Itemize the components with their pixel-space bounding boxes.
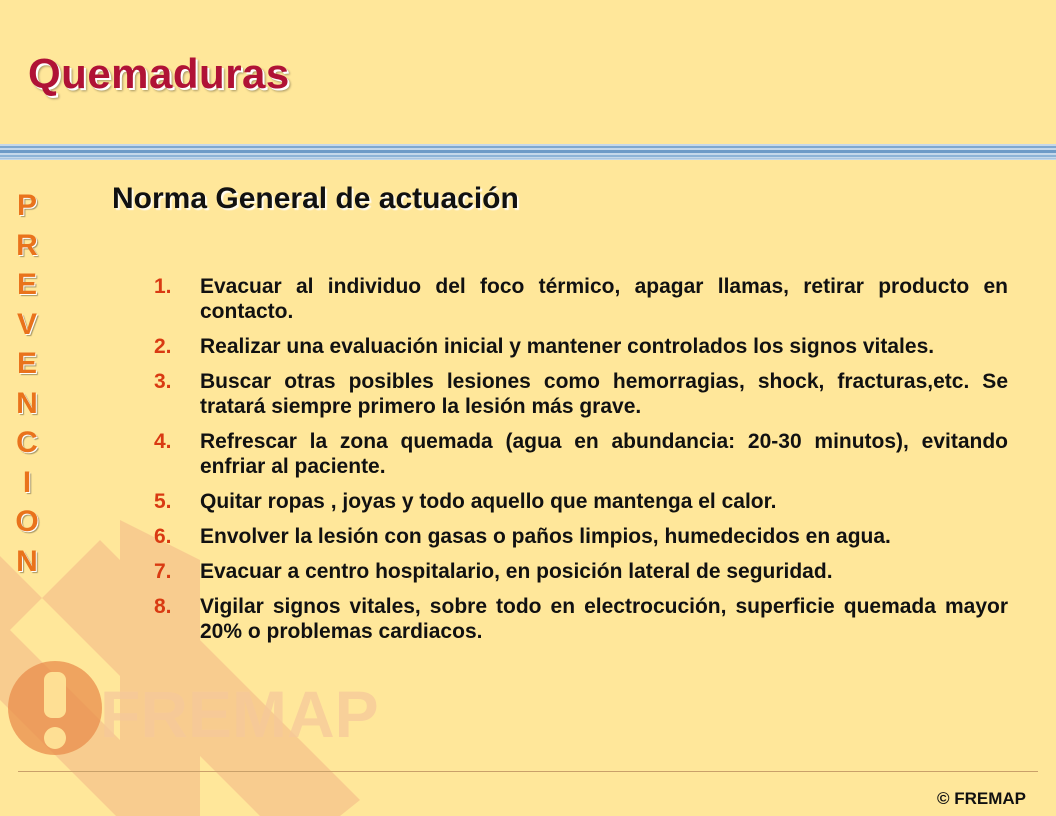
step-text: Quitar ropas , joyas y todo aquello que mantenga el calor. [200, 490, 777, 513]
section-subtitle: Norma General de actuación [112, 182, 519, 215]
side-letter: E [16, 268, 37, 301]
list-item [154, 369, 1008, 419]
watermark-brand-text: FREMAP [100, 677, 379, 751]
list-item [154, 429, 1008, 479]
side-letter: N [16, 386, 38, 420]
footer-divider [18, 771, 1038, 772]
side-letter: I [22, 465, 32, 499]
slide-title: Quemaduras [28, 50, 290, 97]
step-number: 6. [154, 525, 172, 548]
step-text: Envolver la lesión con gasas o paños limpios, humedecidos en agua. [200, 525, 891, 548]
side-letter: V [16, 307, 37, 341]
step-text: Refrescar la zona quemada (agua en abundancia: 20-30 minutos), evitando enfriar al paciente. [200, 430, 1008, 478]
list-item [154, 274, 1008, 324]
side-letter: O [15, 505, 39, 538]
side-letter: N [16, 544, 38, 578]
side-letter: C [16, 426, 38, 459]
step-text: Evacuar a centro hospitalario, en posición lateral de seguridad. [200, 560, 833, 583]
steps-list [154, 274, 1008, 654]
step-number: 3. [154, 370, 172, 393]
step-number: 2. [154, 335, 172, 358]
title-rule [0, 142, 1056, 162]
side-word-prevencion [6, 186, 48, 581]
step-number: 5. [154, 490, 172, 513]
list-item [154, 559, 1008, 584]
list-item [154, 594, 1008, 644]
step-number: 1. [154, 275, 172, 298]
step-number: 7. [154, 560, 172, 583]
step-text: Vigilar signos vitales, sobre todo en electrocución, superficie quemada mayor 20% o problemas cardiacos. [200, 595, 1008, 643]
side-letter: E [16, 347, 37, 380]
step-number: 4. [154, 430, 172, 453]
step-number: 8. [154, 595, 172, 618]
list-item [154, 334, 1008, 359]
list-item [154, 489, 1008, 514]
step-text: Evacuar al individuo del foco térmico, apagar llamas, retirar producto en contacto. [200, 275, 1008, 323]
step-text: Buscar otras posibles lesiones como hemorragias, shock, fracturas,etc. Se tratará siempre primero la lesión más grave. [200, 370, 1008, 418]
step-text: Realizar una evaluación inicial y mantener controlados los signos vitales. [200, 335, 935, 358]
alert-icon [8, 661, 102, 755]
side-letter: P [16, 189, 37, 222]
copyright-notice: © FREMAP [936, 789, 1026, 808]
list-item [154, 524, 1008, 549]
side-letter: R [16, 228, 38, 262]
